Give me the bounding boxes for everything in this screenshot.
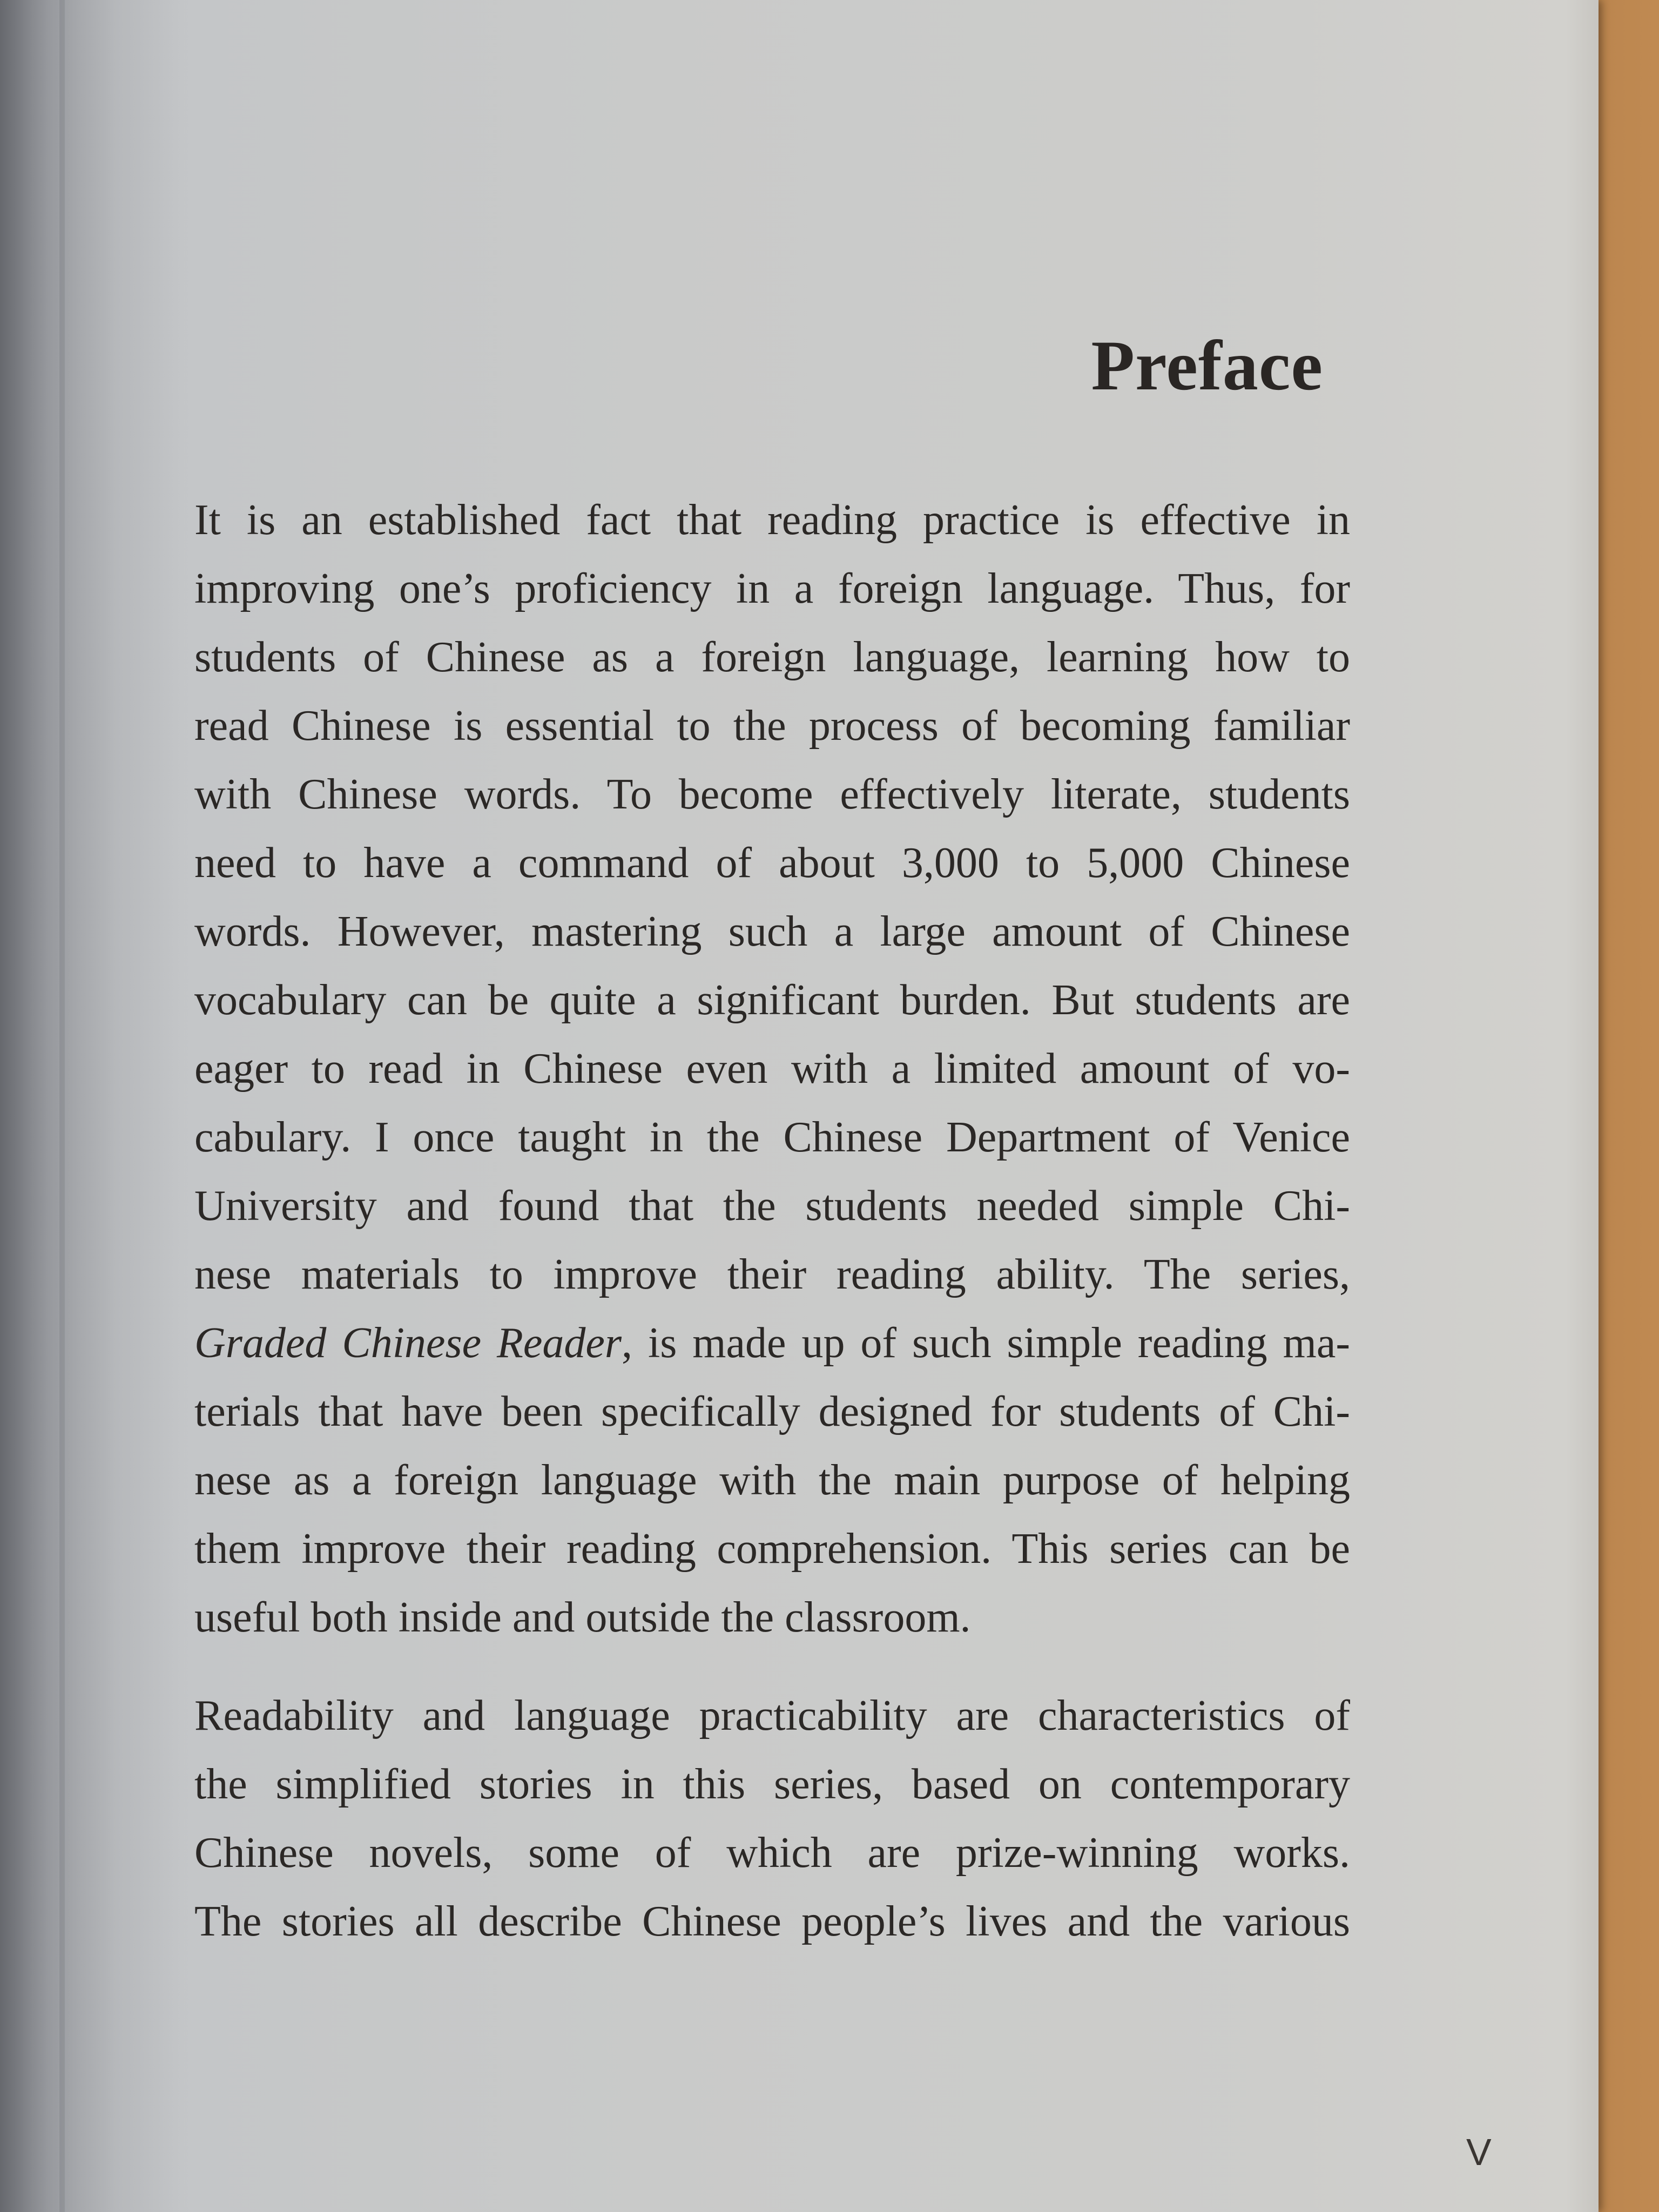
book-series-title: Graded Chinese Reader <box>194 1319 622 1367</box>
preface-body <box>194 486 1350 1956</box>
text-line: The stories all describe Chinese people’s lives and the various <box>194 1898 1350 1945</box>
text-line: words. However, mastering such a large amount of Chinese <box>194 908 1350 955</box>
text-line: It is an established fact that reading practice is effective in <box>194 496 1350 544</box>
text-line: improving one’s proficiency in a foreign language. Thus, for <box>194 565 1350 612</box>
text-line-rest: , is made up of such simple reading ma- <box>622 1319 1350 1367</box>
text-line: useful both inside and outside the classroom. <box>194 1594 971 1641</box>
page-number: V <box>1466 2131 1492 2173</box>
paragraph-2 <box>194 1682 1350 1956</box>
paragraph-1 <box>194 486 1350 1652</box>
text-line: terials that have been specifically designed for students of Chi- <box>194 1388 1350 1435</box>
text-line: Readability and language practicability are characteristics of <box>194 1692 1350 1739</box>
text-line: vocabulary can be quite a significant burden. But students are <box>194 976 1350 1024</box>
text-line: nese as a foreign language with the main purpose of helping <box>194 1456 1350 1504</box>
paragraph-gap <box>194 1652 1350 1682</box>
text-line: need to have a command of about 3,000 to 5,000 Chinese <box>194 839 1350 887</box>
text-line-with-book-title <box>194 1309 1350 1378</box>
page-heading: Preface <box>1091 326 1323 405</box>
text-line: the simplified stories in this series, based on contemporary <box>194 1761 1350 1808</box>
text-line: Chinese novels, some of which are prize-winning works. <box>194 1829 1350 1877</box>
text-line: students of Chinese as a foreign language, learning how to <box>194 633 1350 681</box>
text-line: nese materials to improve their reading ability. The series, <box>194 1251 1350 1298</box>
gutter-fold <box>59 0 65 2212</box>
text-line: cabulary. I once taught in the Chinese Department of Venice <box>194 1114 1350 1161</box>
text-line: them improve their reading comprehension. This series can be <box>194 1525 1350 1573</box>
text-line: with Chinese words. To become effectively literate, students <box>194 771 1350 818</box>
text-line: eager to read in Chinese even with a limited amount of vo- <box>194 1045 1350 1092</box>
book-gutter <box>0 0 194 2212</box>
text-line: University and found that the students needed simple Chi- <box>194 1182 1350 1230</box>
text-line: read Chinese is essential to the process of becoming familiar <box>194 702 1350 750</box>
